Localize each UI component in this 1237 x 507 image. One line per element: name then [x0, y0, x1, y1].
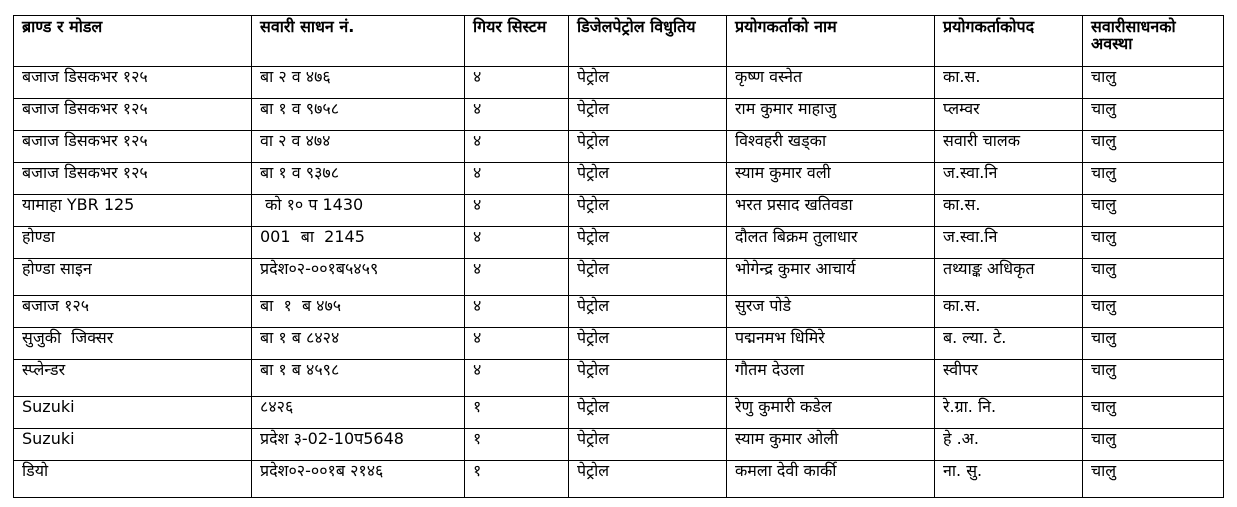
- cell-gear-system: ४: [465, 67, 569, 99]
- cell-vehicle-number: 001 बा 2145: [252, 227, 465, 259]
- cell-vehicle-status: चालु: [1083, 227, 1224, 259]
- cell-brand-model: स्प्लेन्डर: [14, 360, 252, 397]
- cell-vehicle-number: वा २ व ४७४: [252, 131, 465, 163]
- header-fuel-type: डिजेलपेट्रोल विधुतिय: [569, 16, 727, 67]
- cell-brand-model: डियो: [14, 461, 252, 498]
- cell-vehicle-status: चालु: [1083, 163, 1224, 195]
- table-row: [14, 131, 1224, 163]
- cell-vehicle-number: बा १ व ९७५८: [252, 99, 465, 131]
- cell-user-name: रेणु कुमारी कडेल: [727, 397, 935, 429]
- header-row: [14, 16, 1224, 67]
- cell-gear-system: ४: [465, 131, 569, 163]
- cell-fuel-type: पेट्रोल: [569, 163, 727, 195]
- cell-brand-model: Suzuki: [14, 397, 252, 429]
- table-row: [14, 429, 1224, 461]
- cell-user-post: का.स.: [935, 296, 1083, 328]
- cell-fuel-type: पेट्रोल: [569, 328, 727, 360]
- cell-vehicle-number: बा १ व ९३७८: [252, 163, 465, 195]
- table-row: [14, 461, 1224, 498]
- cell-user-name: दौलत बिक्रम तुलाधार: [727, 227, 935, 259]
- cell-brand-model: सुजुकी जिक्सर: [14, 328, 252, 360]
- cell-fuel-type: पेट्रोल: [569, 67, 727, 99]
- table-row: [14, 227, 1224, 259]
- cell-gear-system: १: [465, 429, 569, 461]
- cell-user-post: रे.ग्रा. नि.: [935, 397, 1083, 429]
- cell-fuel-type: पेट्रोल: [569, 259, 727, 296]
- cell-vehicle-status: चालु: [1083, 296, 1224, 328]
- cell-user-name: गौतम देउला: [727, 360, 935, 397]
- table-row: [14, 99, 1224, 131]
- cell-brand-model: होण्डा साइन: [14, 259, 252, 296]
- cell-user-post: का.स.: [935, 67, 1083, 99]
- table-row: [14, 67, 1224, 99]
- cell-vehicle-number: ८४२६: [252, 397, 465, 429]
- header-brand-model: ब्राण्ड र मोडल: [14, 16, 252, 67]
- header-vehicle-number: सवारी साधन नं.: [252, 16, 465, 67]
- cell-vehicle-status: चालु: [1083, 131, 1224, 163]
- cell-user-post: ना. सु.: [935, 461, 1083, 498]
- cell-brand-model: बजाज १२५: [14, 296, 252, 328]
- cell-user-name: स्याम कुमार ओली: [727, 429, 935, 461]
- cell-vehicle-status: चालु: [1083, 429, 1224, 461]
- cell-user-post: हे .अ.: [935, 429, 1083, 461]
- cell-vehicle-number: प्रदेश०२-००१ब५४५९: [252, 259, 465, 296]
- cell-vehicle-status: चालु: [1083, 67, 1224, 99]
- cell-brand-model: Suzuki: [14, 429, 252, 461]
- cell-user-post: ज.स्वा.नि: [935, 227, 1083, 259]
- cell-user-name: विश्वहरी खड्का: [727, 131, 935, 163]
- cell-vehicle-number: को १० प 1430: [252, 195, 465, 227]
- cell-gear-system: ४: [465, 195, 569, 227]
- cell-fuel-type: पेट्रोल: [569, 429, 727, 461]
- cell-vehicle-status: चालु: [1083, 259, 1224, 296]
- cell-user-name: राम कुमार माहाजु: [727, 99, 935, 131]
- cell-gear-system: ४: [465, 296, 569, 328]
- cell-user-name: स्याम कुमार वली: [727, 163, 935, 195]
- cell-fuel-type: पेट्रोल: [569, 397, 727, 429]
- cell-user-post: ब. ल्या. टे.: [935, 328, 1083, 360]
- cell-user-name: भरत प्रसाद खतिवडा: [727, 195, 935, 227]
- table-row: [14, 397, 1224, 429]
- cell-brand-model: बजाज डिसकभर १२५: [14, 163, 252, 195]
- cell-user-post: का.स.: [935, 195, 1083, 227]
- cell-vehicle-status: चालु: [1083, 99, 1224, 131]
- cell-vehicle-number: प्रदेश०२-००१ब २१४६: [252, 461, 465, 498]
- cell-vehicle-status: चालु: [1083, 360, 1224, 397]
- cell-brand-model: बजाज डिसकभर १२५: [14, 67, 252, 99]
- header-vehicle-status: सवारीसाधनको अवस्था: [1083, 16, 1224, 67]
- cell-brand-model: यामाहा YBR 125: [14, 195, 252, 227]
- table-row: [14, 259, 1224, 296]
- cell-user-post: प्लम्वर: [935, 99, 1083, 131]
- cell-brand-model: बजाज डिसकभर १२५: [14, 99, 252, 131]
- cell-vehicle-number: बा २ व ४७६: [252, 67, 465, 99]
- cell-vehicle-number: बा १ ब ४५९८: [252, 360, 465, 397]
- cell-user-post: सवारी चालक: [935, 131, 1083, 163]
- cell-fuel-type: पेट्रोल: [569, 195, 727, 227]
- cell-vehicle-status: चालु: [1083, 195, 1224, 227]
- vehicle-table: [13, 15, 1224, 498]
- cell-user-name: पद्मनमभ धिमिरे: [727, 328, 935, 360]
- cell-user-name: भोगेन्द्र कुमार आचार्य: [727, 259, 935, 296]
- cell-fuel-type: पेट्रोल: [569, 99, 727, 131]
- table-row: [14, 163, 1224, 195]
- cell-brand-model: होण्डा: [14, 227, 252, 259]
- cell-user-post: ज.स्वा.नि: [935, 163, 1083, 195]
- cell-gear-system: ४: [465, 163, 569, 195]
- cell-user-post: स्वीपर: [935, 360, 1083, 397]
- header-gear-system: गियर सिस्टम: [465, 16, 569, 67]
- cell-vehicle-number: प्रदेश ३-02-10प5648: [252, 429, 465, 461]
- cell-fuel-type: पेट्रोल: [569, 461, 727, 498]
- cell-user-post: तथ्याङ्क अधिकृत: [935, 259, 1083, 296]
- cell-gear-system: ४: [465, 259, 569, 296]
- cell-user-name: कमला देवी कार्की: [727, 461, 935, 498]
- cell-brand-model: बजाज डिसकभर १२५: [14, 131, 252, 163]
- table-row: [14, 328, 1224, 360]
- cell-vehicle-status: चालु: [1083, 328, 1224, 360]
- cell-vehicle-status: चालु: [1083, 461, 1224, 498]
- cell-gear-system: ४: [465, 360, 569, 397]
- cell-gear-system: ४: [465, 227, 569, 259]
- table-row: [14, 195, 1224, 227]
- cell-gear-system: ४: [465, 99, 569, 131]
- cell-user-name: सुरज पोडे: [727, 296, 935, 328]
- cell-fuel-type: पेट्रोल: [569, 296, 727, 328]
- table-row: [14, 296, 1224, 328]
- cell-gear-system: १: [465, 461, 569, 498]
- header-user-name: प्रयोगकर्ताको नाम: [727, 16, 935, 67]
- cell-gear-system: ४: [465, 328, 569, 360]
- table-row: [14, 360, 1224, 397]
- cell-vehicle-status: चालु: [1083, 397, 1224, 429]
- cell-fuel-type: पेट्रोल: [569, 227, 727, 259]
- cell-fuel-type: पेट्रोल: [569, 131, 727, 163]
- cell-vehicle-number: बा १ ब ४७५: [252, 296, 465, 328]
- cell-gear-system: १: [465, 397, 569, 429]
- cell-fuel-type: पेट्रोल: [569, 360, 727, 397]
- cell-vehicle-number: बा १ ब ८४२४: [252, 328, 465, 360]
- header-user-post: प्रयोगकर्ताकोपद: [935, 16, 1083, 67]
- cell-user-name: कृष्ण वस्नेत: [727, 67, 935, 99]
